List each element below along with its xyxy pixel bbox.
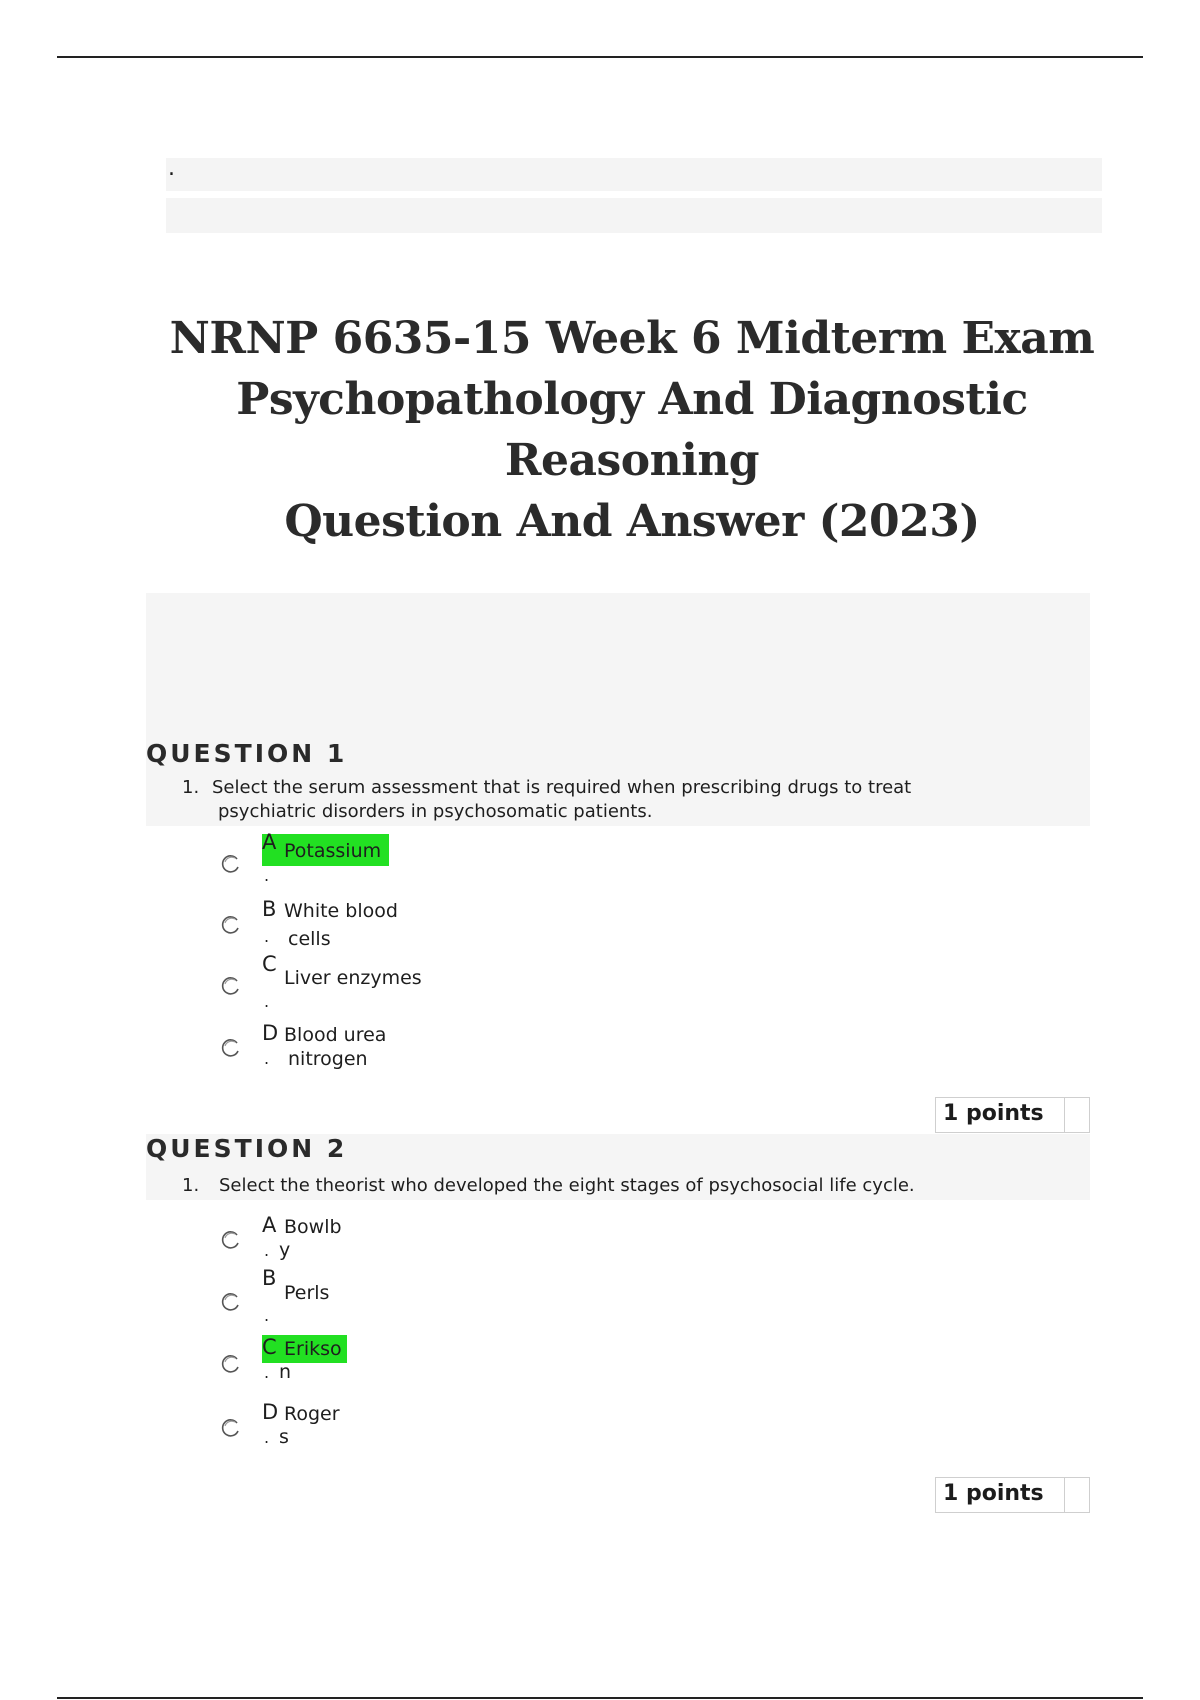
header-band-2 [166, 198, 1102, 233]
option-text: Erikso [284, 1338, 342, 1360]
option-text-continued: s [279, 1426, 289, 1448]
option-text-continued: cells [288, 928, 331, 950]
option-period: . [264, 1363, 270, 1382]
option-letter: D [262, 1021, 279, 1045]
option-period: . [264, 992, 270, 1011]
question-2-prompt [182, 1174, 1042, 1200]
title-line-1: NRNP 6635-15 Week 6 Midterm Exam [169, 313, 1095, 364]
points-box [1064, 1478, 1089, 1512]
option-letter: C [262, 952, 277, 976]
radio-circle-icon[interactable] [221, 854, 241, 874]
option-text: Potassium [284, 840, 382, 862]
top-rule [57, 56, 1143, 58]
question-1-prompt [182, 776, 1002, 826]
question-1-heading: QUESTION 1 [146, 739, 348, 768]
option-text-continued: y [279, 1239, 291, 1261]
question-2-number: 1. [182, 1175, 200, 1196]
option-period: . [264, 1306, 270, 1325]
points-label: 1 points [943, 1101, 1044, 1126]
title-line-3: Question And Answer (2023) [284, 496, 980, 547]
radio-circle-icon[interactable] [221, 1038, 241, 1058]
option-text-continued: nitrogen [288, 1048, 368, 1070]
radio-circle-icon[interactable] [221, 1354, 241, 1374]
option-period: . [264, 1428, 270, 1447]
points-label: 1 points [943, 1481, 1044, 1506]
question-2-option-b[interactable] [262, 1266, 412, 1326]
question-2-option-d[interactable] [262, 1400, 412, 1456]
question-2-heading: QUESTION 2 [146, 1134, 348, 1163]
question-1-number: 1. [182, 777, 200, 798]
question-2-points [935, 1477, 1090, 1513]
option-letter: B [262, 897, 277, 921]
radio-circle-icon[interactable] [221, 915, 241, 935]
question-1-points [935, 1097, 1090, 1133]
option-period: . [264, 927, 270, 946]
option-letter: A [262, 830, 277, 854]
option-text: Liver enzymes [284, 967, 422, 989]
question-1-option-b[interactable] [262, 897, 462, 953]
option-text: Blood urea [284, 1024, 387, 1046]
radio-circle-icon[interactable] [221, 1292, 241, 1312]
option-text: Roger [284, 1403, 340, 1425]
question-1-prompt-line-1: Select the serum assessment that is required when prescribing drugs to treat [212, 777, 912, 798]
option-text: Bowlb [284, 1216, 342, 1238]
header-band [166, 158, 1102, 191]
document-title [120, 308, 1144, 552]
radio-circle-icon[interactable] [221, 1230, 241, 1250]
title-line-2: Psychopathology And Diagnostic Reasoning [236, 374, 1028, 486]
bottom-rule [57, 1697, 1143, 1699]
question-2-option-c[interactable] [262, 1335, 412, 1391]
question-1-option-c[interactable] [262, 952, 462, 1012]
option-period: . [264, 1049, 270, 1068]
question-1-option-a[interactable] [262, 830, 462, 890]
question-2-prompt-line-1: Select the theorist who developed the eight stages of psychosocial life cycle. [219, 1175, 915, 1196]
radio-circle-icon[interactable] [221, 1418, 241, 1438]
option-letter: B [262, 1266, 277, 1290]
option-period: . [264, 866, 270, 885]
question-2-option-a[interactable] [262, 1213, 412, 1269]
option-text: White blood [284, 900, 398, 922]
question-1-option-d[interactable] [262, 1021, 462, 1077]
option-text-continued: n [279, 1361, 292, 1383]
header-dot: . [168, 156, 175, 181]
option-letter: A [262, 1213, 277, 1237]
option-text: Perls [284, 1282, 330, 1304]
option-period: . [264, 1241, 270, 1260]
radio-circle-icon[interactable] [221, 976, 241, 996]
question-1-prompt-line-2: psychiatric disorders in psychosomatic patients. [218, 801, 653, 822]
option-letter: D [262, 1400, 279, 1424]
option-letter: C [262, 1335, 277, 1359]
points-box [1064, 1098, 1089, 1132]
